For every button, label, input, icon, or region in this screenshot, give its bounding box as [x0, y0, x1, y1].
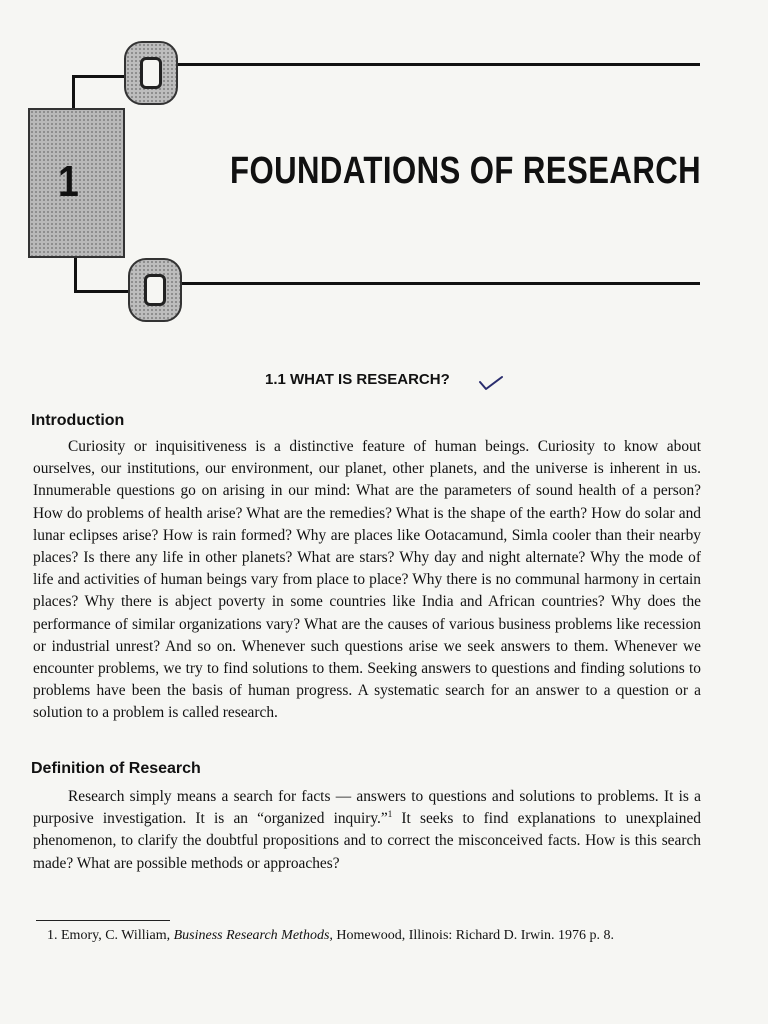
definition-paragraph: [33, 786, 701, 875]
footnote-reference: 1: [387, 809, 393, 820]
header-bottom-rule: [182, 282, 700, 285]
header-left-vertical-bottom: [74, 256, 77, 292]
introduction-heading: Introduction: [31, 412, 125, 429]
footnote-book-title: Business Research Methods,: [173, 928, 333, 943]
definition-text-part2: It seeks to find explanations to unexplained phenomenon, to clarify the doubtful propositions and to correct the misconceived facts. How is this search made? What are possible methods or approaches?: [33, 810, 701, 872]
section-heading: 1.1 WHAT IS RESEARCH?: [265, 371, 450, 388]
footnote: [47, 926, 697, 946]
header-ring-top: [124, 41, 178, 105]
header-top-rule: [178, 63, 700, 66]
ring-inner-bottom: [144, 274, 166, 306]
chapter-title: FOUNDATIONS OF RESEARCH: [230, 150, 702, 192]
introduction-paragraph: Curiosity or inquisitiveness is a distinctive feature of human beings. Curiosity to know about ourselves, our institutions, our environment, our planet, other planets, and the universe is inherent in us. Innumerable questions go on arising in our mind: What are the parameters of sound health of a person? How do problems of health arise? What are the remedies? What is the shape of the earth? How do solar and lunar eclipses arise? How is rain formed? Why are places like Ootacamund, Simla cooler than their nearby places? Is there any life in other planets? What are stars? Why day and night alternate? Why the mode of life and activities of human beings vary from place to place? Why there is no communal harmony in certain places? Why there is abject poverty in some countries like India and African countries? Why does the performance of similar organizations vary? What are the causes of various business problems like recession or industrial unrest? And so on. Whenever such questions arise we seek answers to them. Whenever we encounter problems, we try to find solutions to them. Seeking answers to questions and finding solutions to problems have been the basis of human progress. A systematic search for an answer to a question or a solution to a problem is called research.: [33, 438, 701, 722]
header-bottom-left-rule: [74, 290, 130, 293]
chapter-number: 1: [58, 157, 79, 206]
ring-inner-top: [140, 57, 162, 89]
header-left-vertical-top: [72, 75, 75, 110]
header-ring-bottom: [128, 258, 182, 322]
handwritten-checkmark-icon: [478, 374, 504, 392]
footnote-author: Emory, C. William,: [61, 928, 171, 943]
footnote-publisher: Homewood, Illinois: Richard D. Irwin. 1976 p. 8.: [336, 928, 615, 943]
footnote-rule: [36, 920, 170, 921]
footnote-marker: 1.: [47, 928, 58, 943]
definition-heading: Definition of Research: [31, 760, 201, 777]
header-top-left-rule: [72, 75, 126, 78]
definition-text-part1: Research simply means a search for facts — answers to questions and solutions to problems. It is a purposive investigation. It is an “organized inquiry.”: [33, 788, 701, 828]
